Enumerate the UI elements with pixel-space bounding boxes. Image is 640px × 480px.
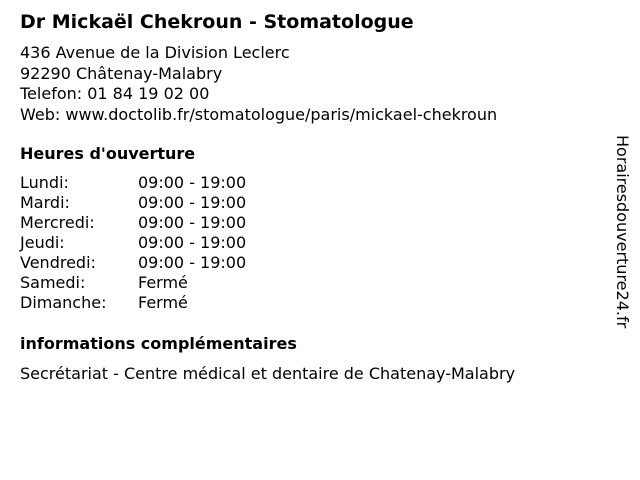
time-value: 09:00 - 19:00 bbox=[138, 173, 247, 192]
time-value: 09:00 - 19:00 bbox=[138, 193, 247, 212]
extra-info-heading: informations complémentaires bbox=[20, 334, 297, 353]
time-value: 09:00 - 19:00 bbox=[138, 213, 247, 232]
hours-heading: Heures d'ouverture bbox=[20, 144, 196, 163]
time-value: Fermé bbox=[138, 293, 188, 312]
time-value: 09:00 - 19:00 bbox=[138, 233, 247, 252]
city-postcode: 92290 Châtenay-Malabry bbox=[20, 63, 223, 83]
day-label: Jeudi: bbox=[20, 233, 65, 252]
time-value: Fermé bbox=[138, 273, 188, 292]
time-value: 09:00 - 19:00 bbox=[138, 253, 247, 272]
day-label: Mardi: bbox=[20, 193, 70, 212]
day-label: Samedi: bbox=[20, 273, 86, 292]
contact-info bbox=[20, 43, 497, 125]
street-address: 436 Avenue de la Division Leclerc bbox=[20, 43, 290, 62]
website-link: Web: www.doctolib.fr/stomatologue/paris/mickael-chekroun bbox=[20, 104, 498, 124]
day-label: Lundi: bbox=[20, 173, 69, 192]
day-label: Dimanche: bbox=[20, 293, 107, 312]
extra-info-text: Secrétariat - Centre médical et dentaire de Chatenay-Malabry bbox=[20, 364, 516, 383]
day-label: Vendredi: bbox=[20, 253, 96, 272]
site-watermark: Horairesdouverture24.fr bbox=[613, 135, 632, 329]
phone-number: Telefon: 01 84 19 02 00 bbox=[20, 84, 210, 103]
day-label: Mercredi: bbox=[20, 213, 95, 232]
page-title: Dr Mickaël Chekroun - Stomatologue bbox=[20, 11, 414, 33]
